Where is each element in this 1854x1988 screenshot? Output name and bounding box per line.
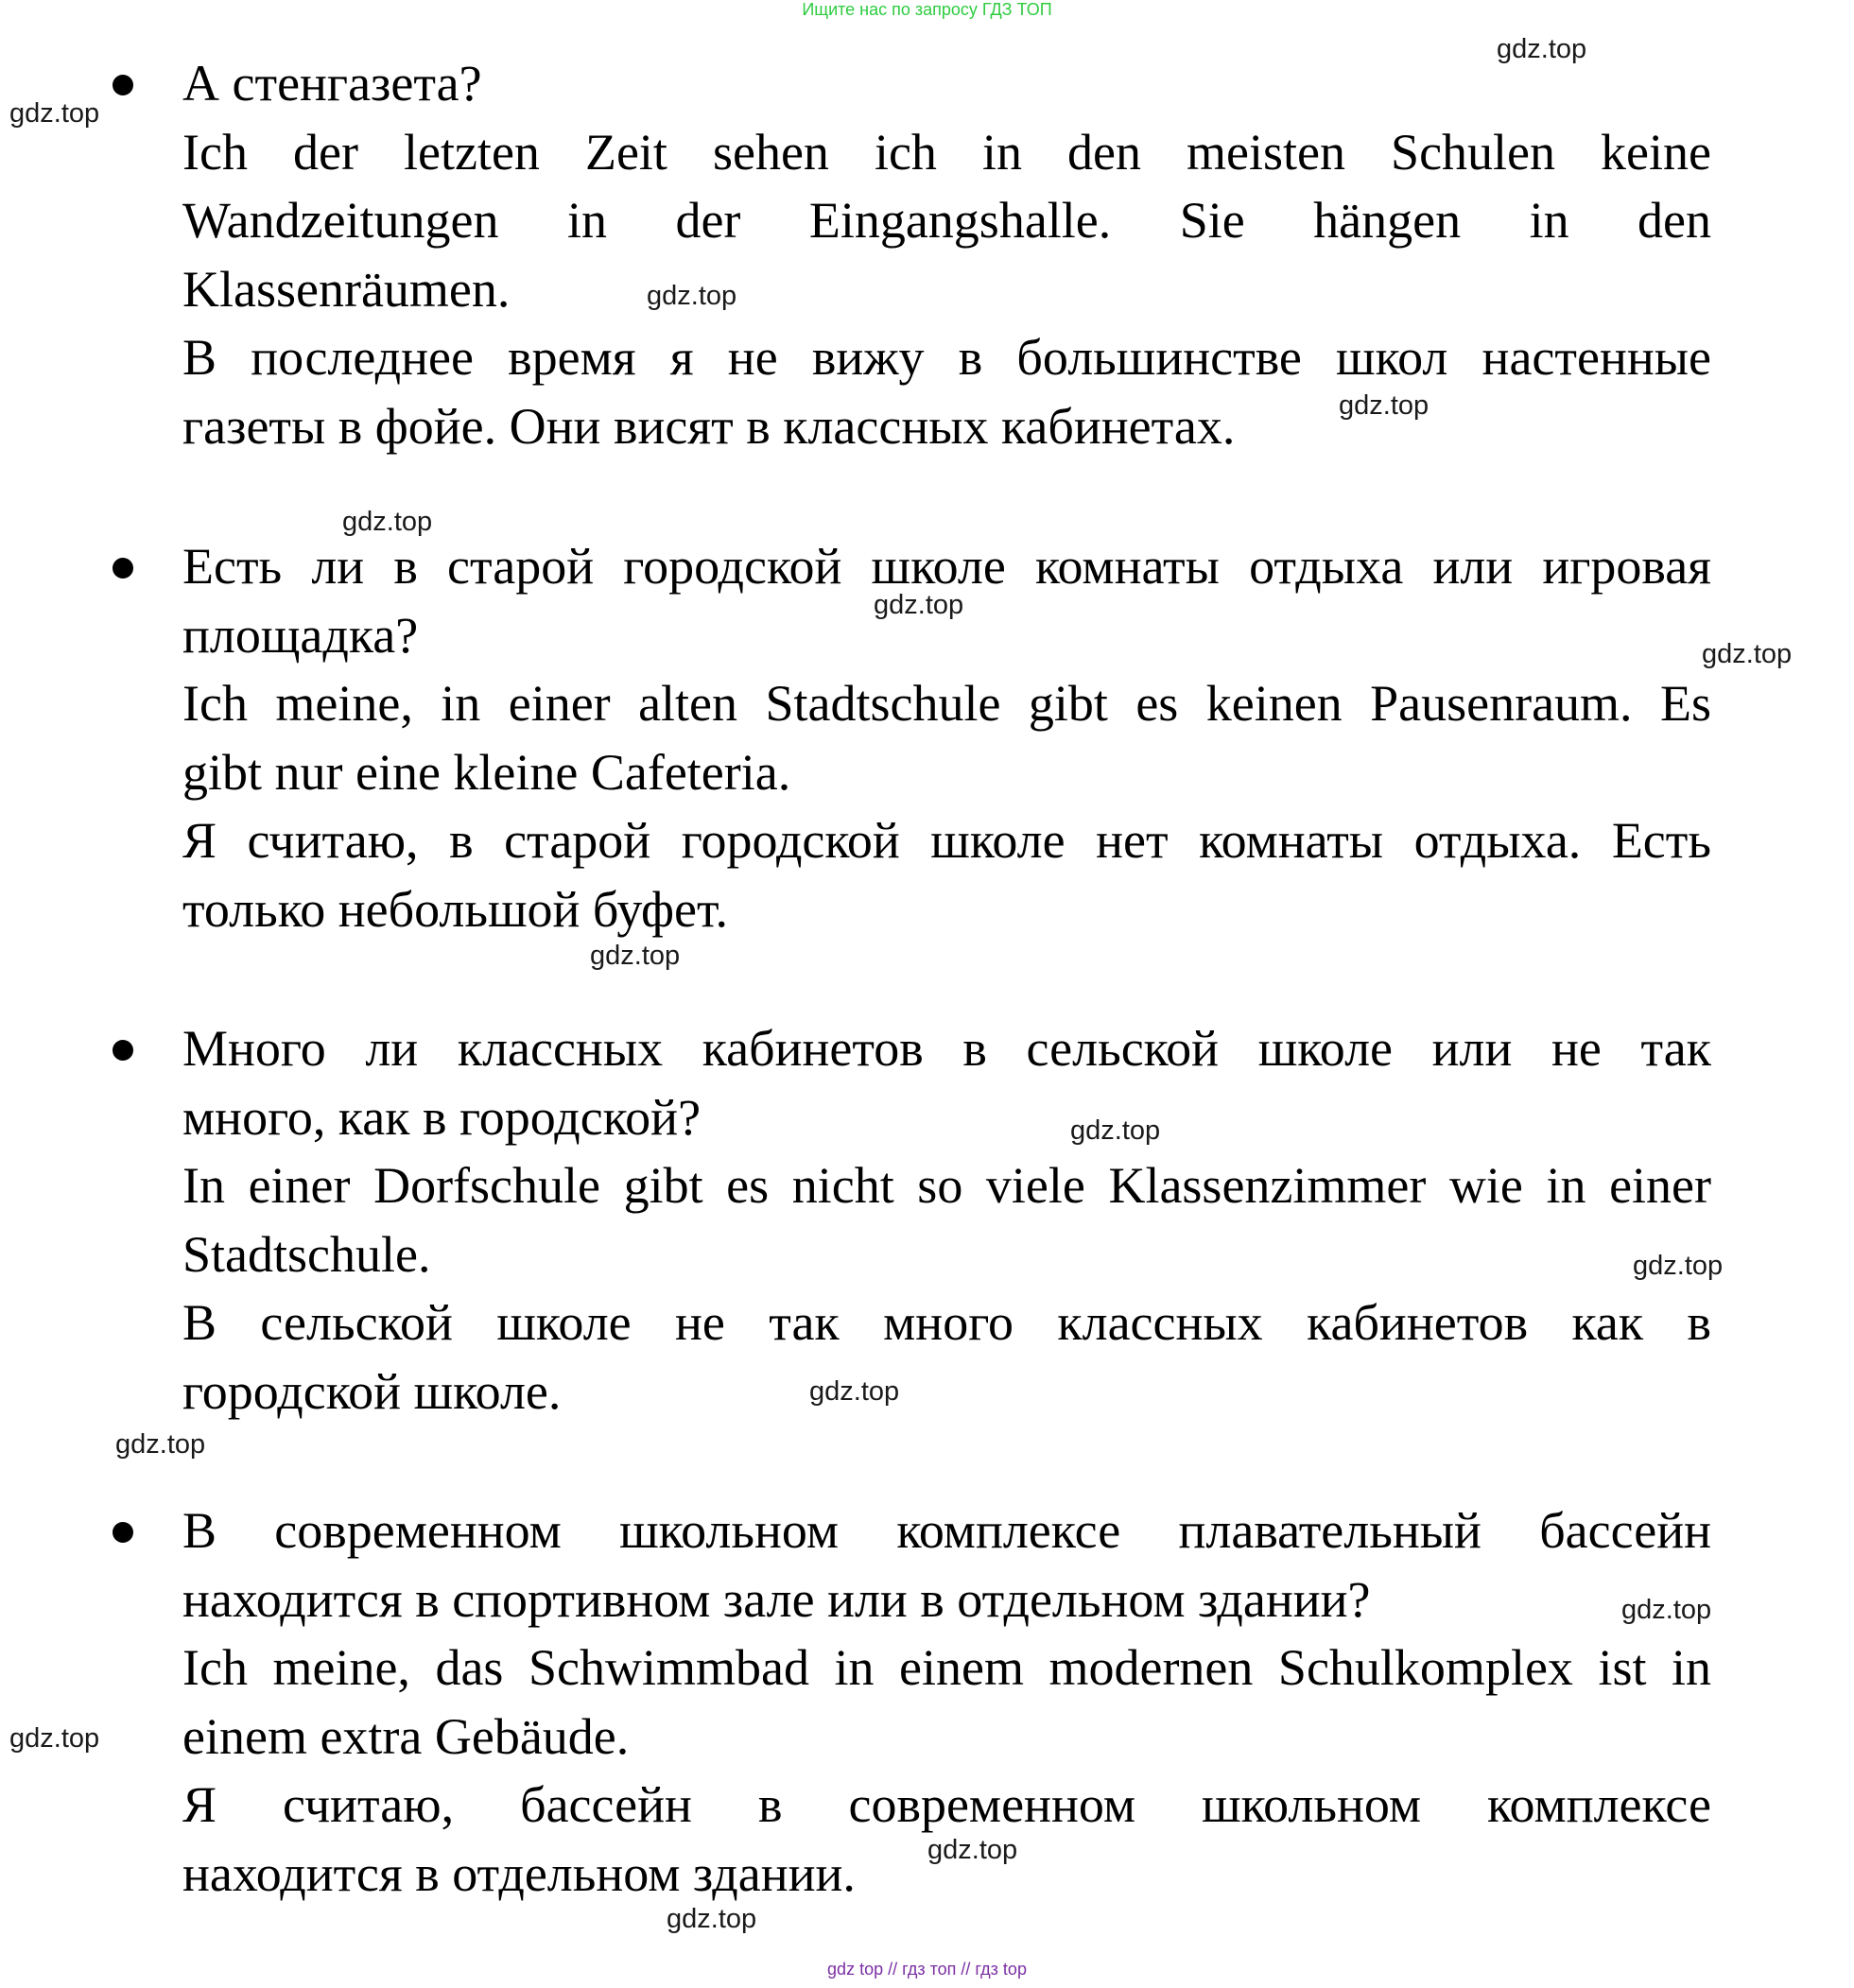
russian-translation-line: городской школе. <box>182 1362 562 1420</box>
russian-translation-line: Я считаю, бассейн в современном школьном комплексе <box>182 1776 1711 1833</box>
russian-translation-line: только небольшой буфет. <box>182 880 728 938</box>
german-answer-line: Klassenräumen. <box>182 260 511 318</box>
question-line: В современном школьном комплексе плавательный бассейн <box>182 1502 1711 1559</box>
question-line: находится в спортивном зале или в отдельном здании? <box>182 1570 1371 1628</box>
watermark: gdz.top <box>342 507 433 537</box>
qa-item-3 <box>182 1014 1711 1426</box>
footer-links-note: gdz top // гдз топ // гдз top <box>827 1960 1027 1979</box>
question-line: А стенгазета? <box>182 55 482 112</box>
question-line: Много ли классных кабинетов в сельской школе или не так <box>182 1020 1711 1077</box>
german-answer-line: Ich meine, das Schwimmbad in einem modernen Schulkomplex ist in <box>182 1639 1711 1696</box>
russian-translation-line: Я считаю, в старой городской школе нет комнаты отдыха. Есть <box>182 812 1711 869</box>
russian-translation-line: В сельской школе не так много классных кабинетов как в <box>182 1294 1711 1351</box>
watermark: gdz.top <box>1633 1251 1724 1281</box>
question-line: Есть ли в старой городской школе комнаты отдыха или игровая <box>182 538 1711 595</box>
watermark: gdz.top <box>667 1904 757 1934</box>
german-answer-line: Stadtschule. <box>182 1225 431 1283</box>
german-answer-line: Wandzeitungen in der Eingangshalle. Sie hängen in den <box>182 192 1711 249</box>
watermark: gdz.top <box>647 281 737 311</box>
watermark: gdz.top <box>874 590 964 620</box>
bullet-icon <box>113 558 133 579</box>
watermark: gdz.top <box>1621 1595 1712 1625</box>
german-answer-line: einem extra Gebäude. <box>182 1707 630 1765</box>
bullet-icon <box>113 1522 133 1543</box>
watermark: gdz.top <box>1497 34 1587 64</box>
bullet-icon <box>113 1040 133 1061</box>
question-line: много, как в городской? <box>182 1088 702 1146</box>
question-line: площадка? <box>182 606 419 664</box>
german-answer-line: gibt nur eine kleine Cafeteria. <box>182 743 791 801</box>
russian-translation-line: находится в отдельном здании. <box>182 1844 856 1902</box>
bullet-icon <box>113 75 133 95</box>
search-hint-header: Ищите нас по запросу ГДЗ ТОП <box>802 0 1052 19</box>
watermark: gdz.top <box>809 1376 900 1407</box>
watermark: gdz.top <box>1702 639 1793 669</box>
russian-translation-line: В последнее время я не вижу в большинстве школ настенные <box>182 329 1711 386</box>
german-answer-line: Ich meine, in einer alten Stadtschule gibt es keinen Pausenraum. Es <box>182 675 1711 732</box>
watermark: gdz.top <box>1339 390 1429 421</box>
german-answer-line: In einer Dorfschule gibt es nicht so viele Klassenzimmer wie in einer <box>182 1157 1711 1214</box>
watermark: gdz.top <box>9 1723 100 1754</box>
qa-item-1 <box>182 49 1711 460</box>
watermark: gdz.top <box>1070 1115 1161 1146</box>
german-answer-line: Ich der letzten Zeit sehen ich in den meisten Schulen keine <box>182 123 1711 181</box>
watermark: gdz.top <box>115 1429 206 1460</box>
watermark: gdz.top <box>927 1835 1018 1865</box>
watermark: gdz.top <box>590 941 681 971</box>
russian-translation-line: газеты в фойе. Они висят в классных кабинетах. <box>182 397 1236 455</box>
watermark: gdz.top <box>9 98 100 129</box>
